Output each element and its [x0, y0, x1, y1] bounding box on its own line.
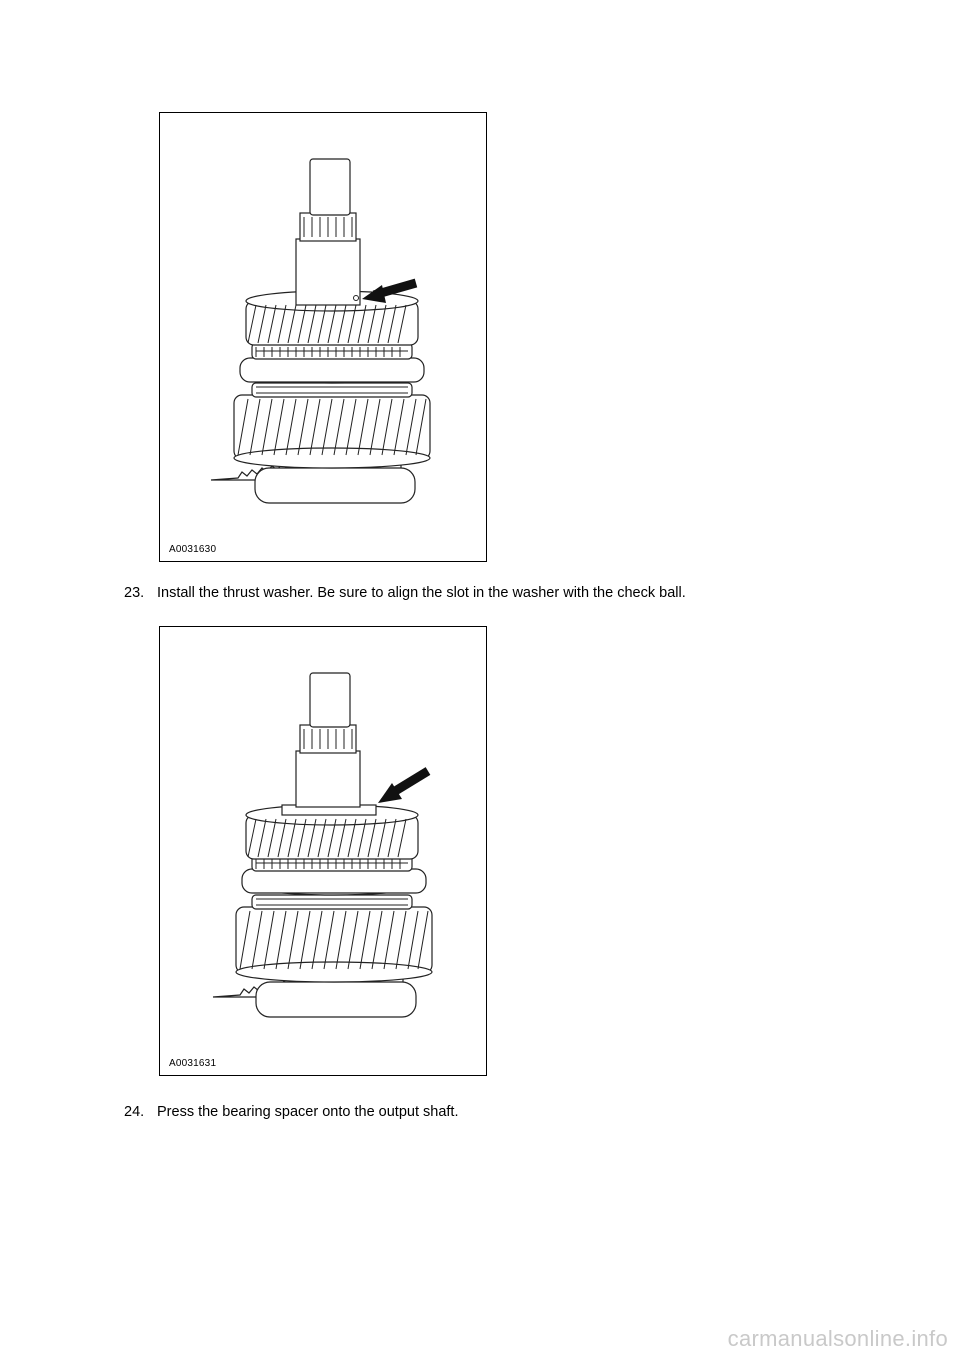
step-text: Install the thrust washer. Be sure to align the slot in the washer with the check ball.: [157, 585, 686, 601]
figure-2: [159, 626, 487, 1076]
gear-shaft-illustration: [160, 113, 487, 562]
figure-1: [159, 112, 487, 562]
pointer-arrow-icon: [378, 771, 428, 803]
step-number: 24.: [124, 1104, 145, 1120]
figure-label: A0031631: [169, 1058, 217, 1069]
step-number: 23.: [124, 585, 145, 601]
watermark: carmanualsonline.info: [727, 1326, 948, 1351]
step-24: [124, 1104, 458, 1120]
figure-label: A0031630: [169, 544, 217, 555]
gear-shaft-illustration: [160, 627, 487, 1076]
step-text: Press the bearing spacer onto the output shaft.: [157, 1104, 459, 1120]
step-23: [124, 585, 686, 601]
